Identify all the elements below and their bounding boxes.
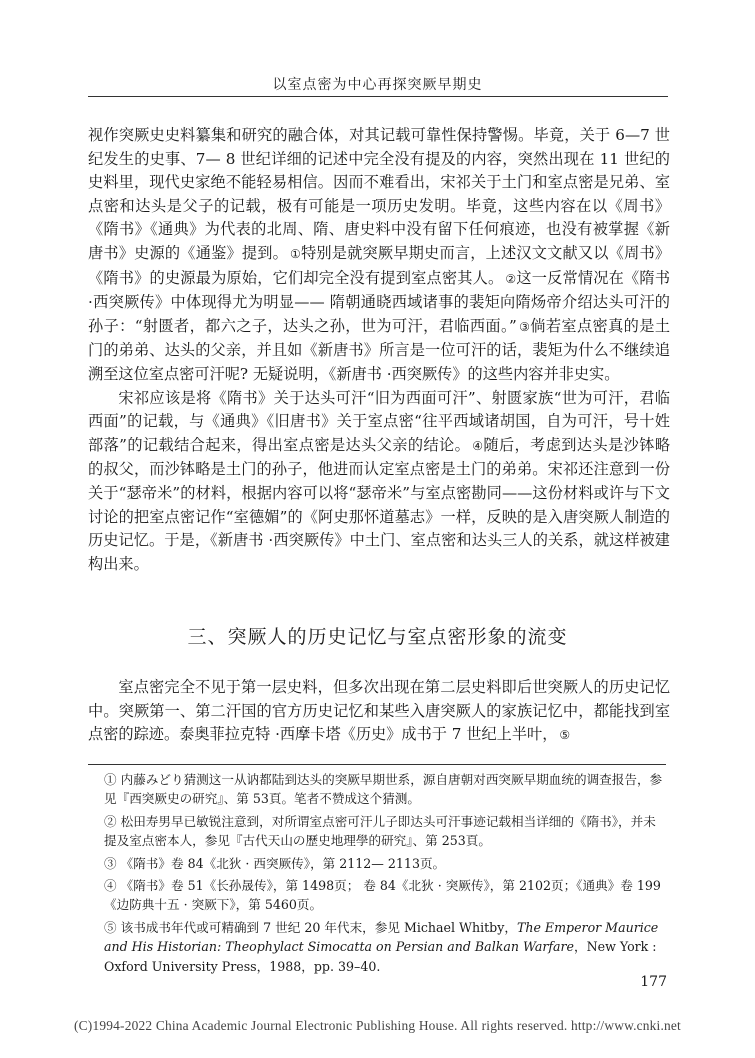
note-ref-4[interactable]: ④ (472, 438, 484, 453)
footnote-1 (104, 770, 668, 809)
copyright-footer: (C)1994-2022 China Academic Journal Electronic Publishing House. All rights reserved. http://www.cnki.net (74, 1018, 681, 1033)
footnote-text: 松田寿男早已敏锐注意到，对所谓室点密可汗儿子即达头可汗事迹记载相当详细的《隋书》，并未提及室点密本人，参见『古代天山の歷史地理學的研究』、第 253頁。 (104, 813, 656, 849)
note-ref-1[interactable]: ① (290, 246, 301, 261)
main-text-block (88, 124, 670, 576)
note-ref-5[interactable]: ⑤ (559, 728, 571, 743)
footnote-mark: ④ (104, 878, 117, 894)
paragraph-text: 倘若室点密真的是土门的弟弟、达头的父亲，并且如《新唐书》所言是一位可汗的话，裴矩为什么不继续追溯至这位室点密可汗呢? 无疑说明，《新唐书 ·西突厥传》的这些内容并非史实。 (88, 316, 670, 383)
footnote-mark: ③ (104, 855, 117, 871)
footnote-mark: ② (104, 813, 117, 829)
paragraph-text: 这一反常情况在《隋书 ·西突厥传》中体现得尤为明显—— 隋朝通晓西域诸事的裴矩向隋炀帝介绍达头可汗的孙子：“射匮者，都六之子，达头之孙，世为可汗，君临西面。” (88, 268, 671, 335)
paragraph-3 (88, 676, 670, 748)
footnote-text: 《隋书》卷 84《北狄 · 西突厥传》，第 2112— 2113页。 (120, 855, 446, 871)
footnote-4 (104, 876, 668, 915)
footnote-2 (104, 812, 668, 851)
footnote-3 (104, 854, 668, 873)
footnote-text: 内藤みどり猜测这一从讷都陆到达头的突厥早期世系，源自唐朝对西突厥早期血统的调查报告，参见『西突厥史の研究』、第 53頁。笔者不赞成这个猜测。 (104, 772, 663, 807)
footnotes (104, 770, 668, 979)
footnote-mark: ① (104, 772, 117, 787)
paragraph-text: 特别是就突厥早期史而言，上述汉文文献又以《周书》《隋书》的史源最为原始，它们却完全没有提到室点密其人。 (88, 243, 671, 287)
running-head: 以室点密为中心再探突厥早期史 (272, 77, 483, 93)
paragraph-2 (88, 387, 670, 577)
note-ref-3[interactable]: ③ (518, 319, 531, 334)
section-text-block (88, 676, 670, 748)
paragraph-text: 宋祁应该是将《隋书》关于达头可汗“旧为西面可汗”、射匮家族“世为可汗，君临西面”的记载，与《通典》《旧唐书》关于室点密“往平西域诸胡国，自为可汗，号十姓部落”的记载结合起来，得出室点密是达头父亲的结论。 (88, 388, 670, 454)
footnote-5 (104, 918, 668, 976)
footnote-text: 《隋书》卷 51《长孙晟传》，第 1498页； 卷 84《北狄 · 突厥传》，第 2102页；《通典》卷 199《边防典十五 · 突厥下》，第 5460页。 (104, 878, 661, 913)
paragraph-1 (88, 124, 670, 387)
footnote-text: ，New York : Oxford University Press，1988，pp. 39–40. (104, 939, 657, 974)
section-heading: 三、突厥人的历史记忆与室点密形象的流变 (187, 626, 568, 648)
paragraph-text: 视作突厥史史料纂集和研究的融合体，对其记载可靠性保持警惕。毕竟，关于 6—7 世纪发生的史事、7— 8 世纪详细的记述中完全没有提及的内容，突然出现在 11 世纪的史料里，现代史家绝不能轻易相信。因而不难看出，宋祁关于土门和室点密是兄弟、室点密和达头是父子的记载，极有可能是一项历史发明。毕竟，这些内容在以《周书》《隋书》《通典》为代表的北周、隋、唐史料中没有留下任何痕迹，也没有被掌握《新唐书》史源的《通鉴》提到。 (88, 126, 670, 262)
footnote-book-title: The Emperor Maurice and His Historian: Theophylact Simocatta on Persian and Balkan Warfare (104, 919, 659, 955)
footnote-text: 该书成书年代或可精确到 7 世纪 20 年代末，参见 Michael Whitby， (120, 919, 517, 935)
footnote-rule (88, 764, 666, 765)
paragraph-text: 随后，考虑到达头是沙钵略的叔父，而沙钵略是土门的孙子，他进而认定室点密是土门的弟弟。宋祁还注意到一份关于“瑟帝米”的材料，根据内容可以将“瑟帝米”与室点密勘同——这份材料或许与下文讨论的把室点密记作“室德媚”的《阿史那怀道墓志》一样，反映的是入唐突厥人制造的历史记忆。于是，《新唐书 ·西突厥传》中土门、室点密和达头三人的关系，就这样被建构出来。 (88, 435, 671, 573)
note-ref-2[interactable]: ② (505, 271, 517, 286)
page-number: 177 (640, 974, 667, 990)
paragraph-text: 室点密完全不见于第一层史料，但多次出现在第二层史料即后世突厥人的历史记忆中。突厥第一、第二汗国的官方历史记忆和某些入唐突厥人的家族记忆中，都能找到室点密的踪迹。泰奥菲拉克特 ·西摩卡塔《历史》成书于 7 世纪上半叶， (88, 678, 670, 744)
footnote-mark: ⑤ (104, 919, 117, 935)
header-rule (88, 96, 668, 97)
